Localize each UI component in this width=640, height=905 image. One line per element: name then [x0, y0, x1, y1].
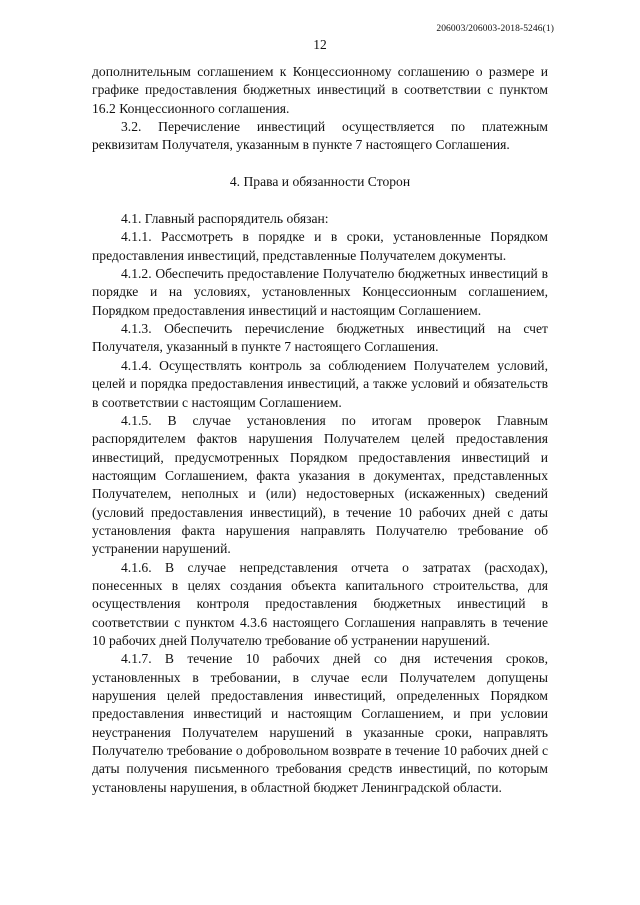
paragraph-4-1-3: 4.1.3. Обеспечить перечисление бюджетных инвестиций на счет Получателя, указанный в пункте 7 настоящего Соглашения.: [92, 321, 548, 355]
paragraph-4-1-7: 4.1.7. В течение 10 рабочих дней со дня истечения сроков, установленных в требовании, в случае если Получателем допущены нарушения целей предоставления инвестиций, определенных Порядком предоставления инвестиций и настоящим Соглашением, и при условии неустранения Получателем нарушений в указанные сроки, направлять Получателю требование о добровольном возврате в течение 10 рабочих дней с даты получения письменного требования средств инвестиций, по которым установлены нарушения, в областной бюджет Ленинградской области.: [92, 651, 548, 795]
paragraph-4-1-1: 4.1.1. Рассмотреть в порядке и в сроки, установленные Порядком предоставления инвестиций, представленные Получателем документы.: [92, 229, 548, 263]
paragraph-4-1-6: 4.1.6. В случае непредставления отчета о затратах (расходах), понесенных в целях создания объекта капитального строительства, для осуществления контроля предоставления бюджетных инвестиций в соответствии с пунктом 4.3.6 настоящего Соглашения направлять в течение 10 рабочих дней Получателю требование об устранении нарушений.: [92, 559, 548, 648]
paragraph-4-1-4: 4.1.4. Осуществлять контроль за соблюдением Получателем условий, целей и порядка предоставления инвестиций, а также условий и обязательств в соответствии с настоящим Соглашением.: [92, 357, 548, 410]
paragraph-4-1: 4.1. Главный распорядитель обязан:: [121, 211, 329, 227]
paragraph-continuation: дополнительным соглашением к Концессионному соглашению о размере и графике предоставления бюджетных инвестиций в соответствии с пунктом 16.2 Концессионного соглашения.: [92, 64, 548, 116]
paragraph-4-1-5: 4.1.5. В случае установления по итогам проверок Главным распорядителем фактов нарушения Получателем целей предоставления инвестиций, предусмотренных Порядком предоставления инвестиций и настоящим Соглашением, факта указания в документах, представленных Получателем, неполных и (или) недостоверных (искаженных) сведений (условий предоставления инвестиций), в течение 10 рабочих дней с даты установления факта нарушения направлять Получателю требование об устранении нарушений.: [92, 412, 548, 557]
paragraph-4-1-2: 4.1.2. Обеспечить предоставление Получателю бюджетных инвестиций в порядке и на условиях, установленных Концессионным соглашением, Порядком предоставления инвестиций и настоящим Соглашением.: [92, 266, 548, 318]
page-number: 12: [313, 37, 327, 52]
section-heading: 4. Права и обязанности Сторон: [229, 173, 411, 189]
document-id: 206003/206003-2018-5246(1): [436, 24, 554, 34]
paragraph-3-2: 3.2. Перечисление инвестиций осуществляется по платежным реквизитам Получателя, указанным в пункте 7 настоящего Соглашения.: [92, 119, 548, 153]
document-body: [92, 63, 548, 797]
